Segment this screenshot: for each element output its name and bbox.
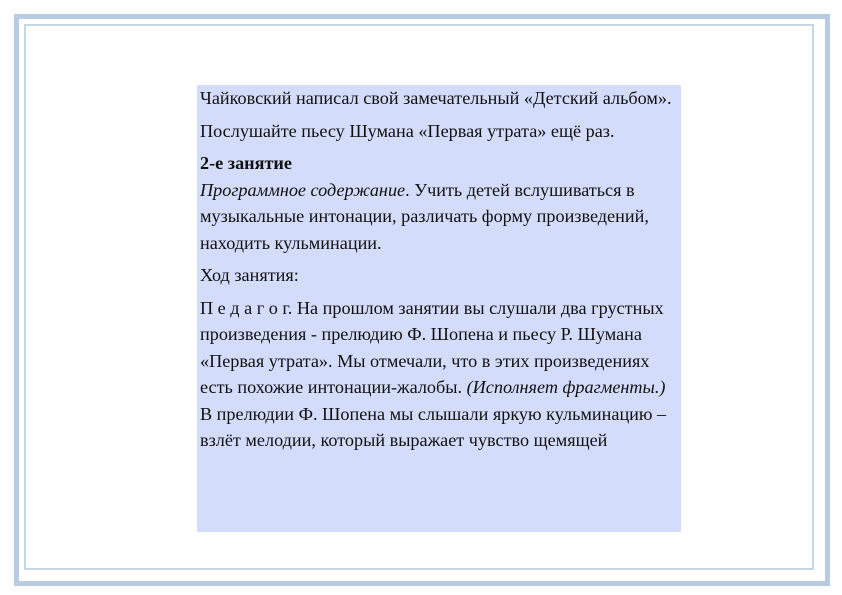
- paragraph-album-text: Чайковский написал свой замечательный «Детский альбом».: [200, 88, 672, 108]
- paragraph-lesson-2: [200, 150, 678, 256]
- teacher-stage-direction: (Исполняет фрагменты.): [466, 377, 666, 397]
- paragraph-lesson-course: [200, 262, 678, 289]
- text-box: [197, 85, 681, 532]
- lesson-course-text: Ход занятия:: [200, 265, 299, 285]
- paragraph-album: [200, 85, 678, 112]
- paragraph-listen: [200, 118, 678, 145]
- lesson-heading: 2-е занятие: [200, 153, 292, 173]
- program-content-label: Программное содержание: [200, 179, 406, 200]
- paragraph-listen-text: Послушайте пьесу Шумана «Первая утрата» ещё раз.: [200, 120, 615, 141]
- teacher-text-after: В прелюдии Ф. Шопена мы слышали яркую кульминацию – взлёт мелодии, который выражает чувство щемящей: [200, 403, 667, 450]
- program-content-text: . Учить детей вслушиваться в музыкальные интонации, различать форму произведений, находить кульминации.: [200, 179, 649, 253]
- teacher-text-before: П е д а г о г. На прошлом занятии вы слушали два грустных произведения - прелюдию Ф. Шопена и пьесу Р. Шумана «Первая утрата». Мы отмечали, что в этих произведениях есть похожие интонации-жалобы.: [200, 297, 664, 397]
- paragraph-teacher: [200, 295, 678, 454]
